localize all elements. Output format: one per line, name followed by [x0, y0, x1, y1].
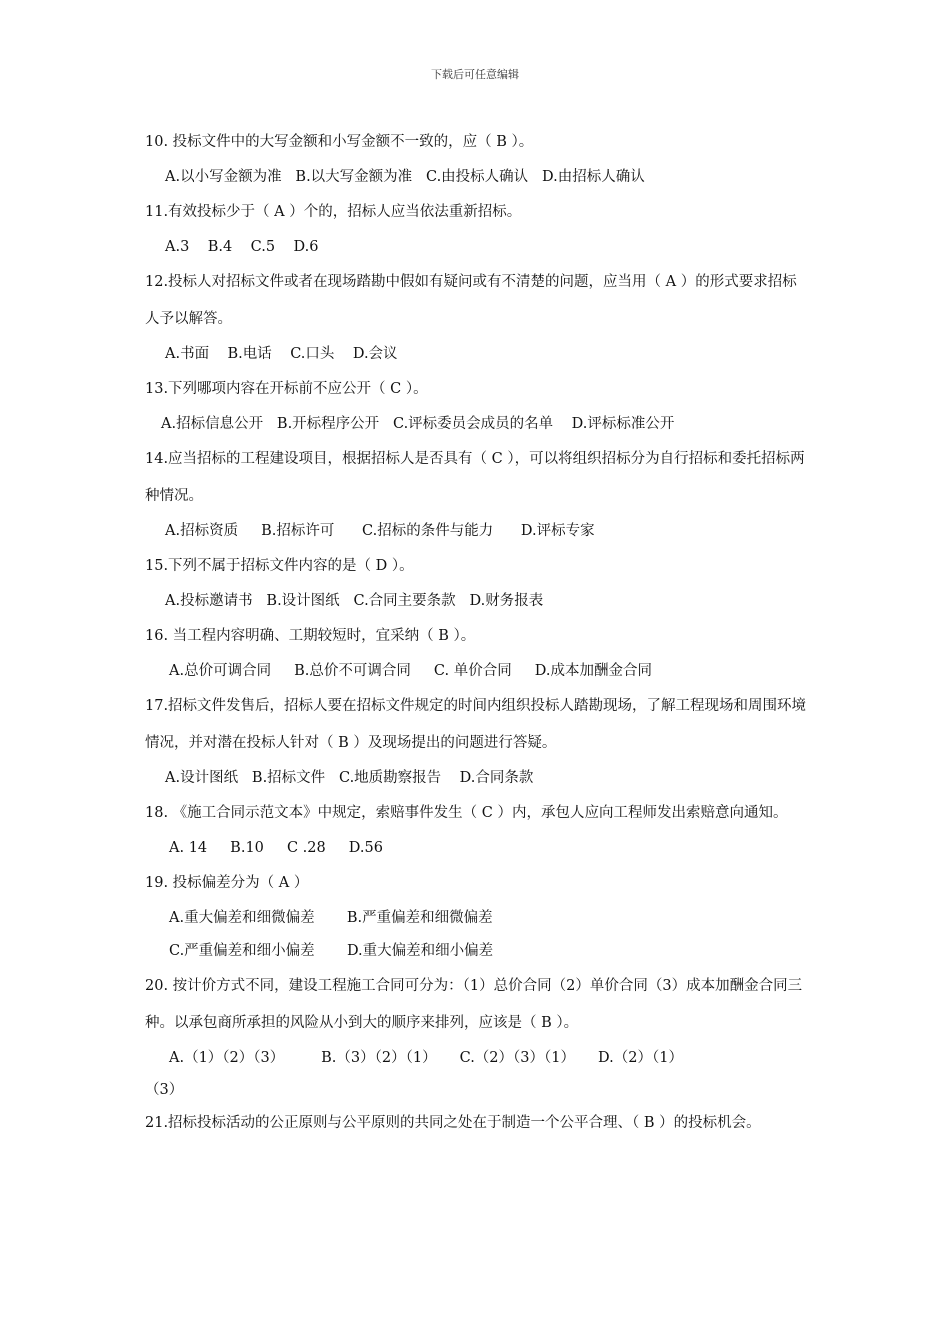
options-18: A. 14 B.10 C .28 D.56	[169, 840, 383, 856]
options-19-row1: A.重大偏差和细微偏差 B.严重偏差和细微偏差	[169, 910, 493, 926]
question-11: 11.有效投标少于（ A ）个的，招标人应当依法重新招标。	[145, 204, 522, 220]
options-15: A.投标邀请书 B.设计图纸 C.合同主要条款 D.财务报表	[165, 593, 544, 609]
question-13: 13.下列哪项内容在开标前不应公开（ C ）。	[145, 381, 428, 397]
options-13: A.招标信息公开 B.开标程序公开 C.评标委员会成员的名单 D.评标标准公开	[161, 416, 675, 432]
question-20: 20. 按计价方式不同，建设工程施工合同可分为：（1）总价合同（2）单价合同（3）成本加酬金合同三种。以承包商所承担的风险从小到大的顺序来排列，应该是（ B ）。	[145, 978, 803, 1031]
options-14: A.招标资质 B.招标许可 C.招标的条件与能力 D.评标专家	[165, 523, 595, 539]
options-10: A.以小写金额为准 B.以大写金额为准 C.由投标人确认 D.由招标人确认	[165, 169, 645, 185]
question-21: 21.招标投标活动的公正原则与公平原则的共同之处在于制造一个公平合理、（ B ）的投标机会。	[145, 1115, 761, 1131]
options-11: A.3 B.4 C.5 D.6	[165, 239, 319, 255]
question-10: 10. 投标文件中的大写金额和小写金额不一致的，应（ B ）。	[145, 134, 534, 150]
options-20-tail: （3）	[145, 1082, 184, 1098]
question-18: 18. 《施工合同示范文本》中规定，索赔事件发生（ C ）内，承包人应向工程师发出索赔意向通知。	[145, 805, 788, 821]
options-19-row2: C.严重偏差和细小偏差 D.重大偏差和细小偏差	[169, 943, 494, 959]
document-body	[145, 124, 807, 1142]
question-17: 17.招标文件发售后，招标人要在招标文件规定的时间内组织投标人踏勘现场，了解工程现场和周围环境情况，并对潜在投标人针对（ B ）及现场提出的问题进行答疑。	[145, 698, 807, 751]
question-14: 14.应当招标的工程建设项目，根据招标人是否具有（ C ），可以将组织招标分为自行招标和委托招标两种情况。	[145, 451, 805, 504]
options-17: A.设计图纸 B.招标文件 C.地质勘察报告 D.合同条款	[165, 770, 534, 786]
page-header: 下载后可任意编辑	[431, 68, 519, 81]
question-12: 12.投标人对招标文件或者在现场踏勘中假如有疑问或有不清楚的问题，应当用（ A ）的形式要求招标人予以解答。	[145, 274, 797, 327]
question-16: 16. 当工程内容明确、工期较短时，宜采纳（ B ）。	[145, 628, 476, 644]
question-15: 15.下列不属于招标文件内容的是（ D ）。	[145, 558, 414, 574]
options-12: A.书面 B.电话 C.口头 D.会议	[165, 346, 398, 362]
options-20: A.（1）（2）（3） B.（3）（2）（1） C.（2）（3）（1） D.（2）（1）	[169, 1050, 683, 1066]
question-19: 19. 投标偏差分为（ A ）	[145, 875, 309, 891]
options-16: A.总价可调合同 B.总价不可调合同 C. 单价合同 D.成本加酬金合同	[169, 663, 652, 679]
